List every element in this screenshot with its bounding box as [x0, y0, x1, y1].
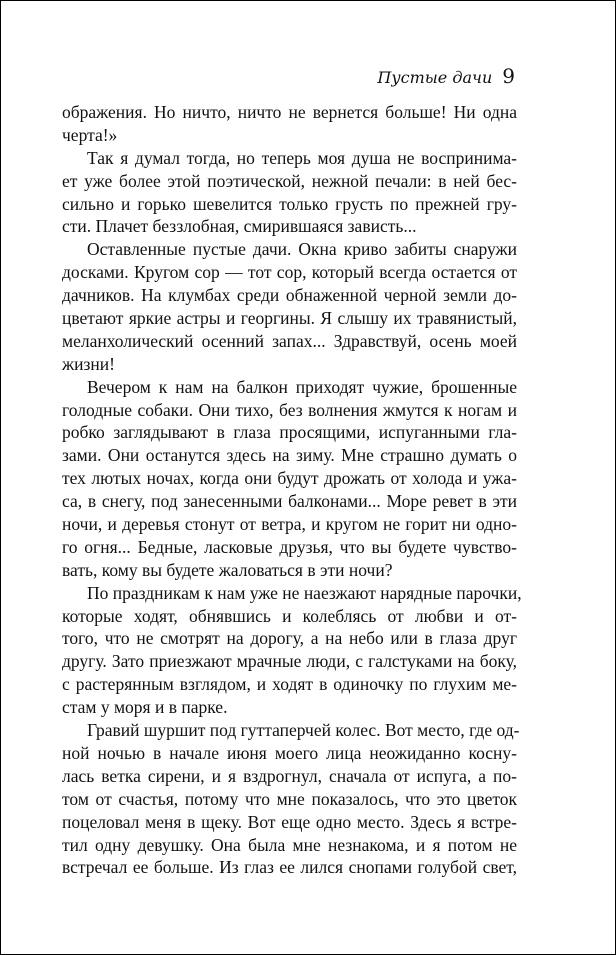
text-line: Вечером к нам на балкон приходят чужие, брошенные — [87, 376, 517, 397]
text-line: того, что не смотрят на дорогу, а на небо или в глаза друг — [62, 628, 517, 649]
text-line: сильно и горько шевелится только грусть по прежней гру- — [62, 193, 517, 214]
text-line: жизни! — [62, 353, 115, 374]
text-line: вать, кому вы будете жаловаться в эти ночи? — [62, 559, 393, 580]
body-text — [62, 101, 522, 879]
text-line: лась ветка сирени, и я вздрогнул, сначала от испуга, а по- — [62, 765, 517, 786]
text-line: дачников. На клумбах среди обнаженной черной земли до- — [62, 285, 517, 306]
text-line: которые ходят, обнявшись и колеблясь от любви и от- — [62, 605, 517, 626]
text-line: цветают яркие астры и георгины. Я слышу их травянистый, — [62, 308, 517, 329]
text-line: По праздникам к нам уже не наезжают нарядные парочки, — [87, 582, 522, 603]
text-line: Гравий шуршит под гуттаперчей колес. Вот место, где од- — [87, 720, 520, 741]
text-line: ет уже более этой поэтической, нежной печали: в ней бес- — [62, 170, 517, 191]
text-line: том от счастья, потому что мне показалось, что это цветок — [62, 788, 517, 809]
text-line: ной ночью в начале июня моего лица неожиданно косну- — [62, 742, 517, 763]
text-line: черта!» — [62, 124, 118, 145]
text-line: другу. Зато приезжают мрачные люди, с галстуками на боку, — [62, 651, 517, 672]
paragraph — [62, 101, 517, 147]
text-line: сти. Плачет беззлобная, смирившаяся зависть... — [62, 216, 417, 237]
text-line: тех лютых ночах, когда они будут дрожать от холода и ужа- — [62, 468, 517, 489]
text-line: встречал ее больше. Из глаз ее лился снопами голубой свет, — [62, 857, 517, 878]
paragraph — [62, 719, 520, 879]
text-line: досками. Кругом сор — тот сор, который всегда остается от — [62, 262, 517, 283]
text-line: меланхолический осенний запах... Здравствуй, осень моей — [62, 330, 517, 351]
text-line: робко заглядывают в глаза просящими, испуганными гла- — [62, 422, 517, 443]
page-number: 9 — [502, 64, 515, 88]
text-line: поцеловал меня в щеку. Вот еще одно место. Здесь я встре- — [62, 811, 517, 832]
text-line: Так я думал тогда, но теперь моя душа не воспринима- — [87, 147, 517, 168]
running-head-title: Пустые дачи — [377, 68, 493, 87]
text-line: тил одну девушку. Она была мне незнакома, и я потом не — [62, 834, 517, 855]
text-line: го огня... Бедные, ласковые друзья, что вы будете чувство- — [62, 536, 517, 557]
running-head — [377, 64, 515, 88]
text-line: ображения. Но ничто, ничто не вернется больше! Ни одна — [62, 102, 517, 122]
paragraph — [62, 582, 522, 719]
text-line: с растерянным взглядом, и ходят в одиночку по глухим ме- — [62, 674, 517, 695]
paragraph — [62, 376, 517, 582]
text-line: ночи, и деревья стонут от ветра, и кругом не горит ни одно- — [62, 514, 517, 535]
text-line: стам у моря и в парке. — [62, 697, 228, 718]
paragraph — [62, 238, 517, 375]
text-line: зами. Они останутся здесь на зиму. Мне страшно думать о — [62, 445, 517, 466]
text-line: Оставленные пустые дачи. Окна криво забиты снаружи — [87, 239, 517, 260]
text-line: голодные собаки. Они тихо, без волнения жмутся к ногам и — [62, 399, 517, 420]
text-line: са, в снегу, под занесенными балконами... Море ревет в эти — [62, 491, 517, 512]
paragraph — [62, 147, 517, 239]
